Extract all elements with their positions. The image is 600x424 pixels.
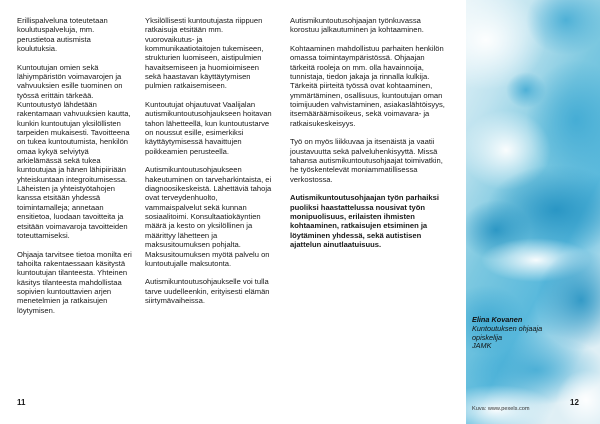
paragraph: Autismikuntoutusohjaukselle voi tulla tarve uudelleenkin, erityisesti elämän siirtymävaiheissa. [145,277,270,306]
text-column-middle [145,16,273,315]
paragraph: Erillispalveluna toteutetaan koulutuspalveluja, mm. perustietoa autismista koulutuksia. [17,16,108,54]
paragraph: Yksilöllisesti kuntoutujasta riippuen ratkaisuja etsitään mm. vuorovaikutus- ja kommunikaatiotaitojen tukemiseen, strukturien luomiseen, aistipulmien havaitsemiseen ja huomioimiseen sekä haastavan käyttäytymisen pulmien ratkaisemiseen. [145,16,264,91]
paragraph: Kohtaaminen mahdollistuu parhaiten henkilön omassa toimintaympäristössä. Ohjaajan tärkeitä rooleja on mm. olla havainnoija, tunnistaja, tiedon jakaja ja rinnalla kulkija. Tärkeitä piirteitä työssä ovat kohtaaminen, ymmärtäminen, osallisuus, kuntoutujan oman toimijuuden vahvistaminen, asiakaslähtöisyys, itsemääräämisoikeus, sekä voimavara- ja ratkaisukeskeisyys. [290,43,445,128]
paragraph: Kuntoutujat ohjautuvat Vaalijalan autismikuntoutusohjaukseen hoitavan tahon lähetteellä, kun kuntoutustarve on noussut esille, esimerkiksi käyttäytymisessä havaittujen poikkeamien perusteella. [145,100,272,156]
caption-role-2: opiskelija [472,332,503,342]
page-number-right: 12 [570,398,579,407]
photo-caption [472,316,592,351]
paragraph: Ohjaaja tarvitsee tietoa monilta eri tahoilta rakentaessaan käsitystä kuntoutujan tilanteesta. Yhteinen käsitys tilanteesta mahdollistaa sopivien kuntouttavien arjen menetelmien ja ratkaisujen löytymisen. [17,249,132,315]
caption-school: JAMK [472,341,492,351]
paragraph: Autismikuntoutusohjaukseen hakeutuminen on tarveharkintaista, ei diagnoosikeskeistä. Lähettäviä tahoja ovat terveydenhuolto, vammaispalvelut sekä kunnan sosiaalitoimi. Konsultaatiokäyntien määrä ja kesto on yksilöllinen ja määrittyy lähetteen ja maksusitoumuksen pohjalta. Maksusitoumuksen myötä palvelu on kuntoutujalle maksutonta. [145,165,272,268]
paragraph: Autismikuntoutusohjaajan työnkuvassa korostuu jalkautuminen ja kohtaaminen. [290,16,424,35]
paragraph: Työ on myös liikkuvaa ja itsenäistä ja vaatii joustavuutta sekä palveluhenkisyyttä. Missä tahansa autismikuntoutusohjaajat toimivatkin, he työskentelevät moniammatillisessa verkostossa. [290,137,443,184]
text-column-left [17,16,133,324]
paragraph: Kuntoutujan omien sekä lähiympäristön voimavarojen ja vahvuuksien esille tuominen on työssä erittäin tärkeää. Kuntoutustyö lähdetään rakentamaan vahvuuksien kautta, kunkin kuntoutujan yksilöllisten tarpeiden mukaisesti. Tavoitteena on tukea kuntoutumista, henkilön omaa kykyä selviytyä arkielämässä sekä tukea kuntoutujaa ja hänen lähipiiriään yhteiskuntaan integroitumisessa. Läheisten ja yhteistyötahojen kanssa etsitään yhdessä toimintamalleja; annetaan ensitietoa, luodaan tavoitteita ja etsitään voimavaroja tavoitteiden toteuttamiseksi. [17,62,131,240]
caption-role: Kuntoutuksen ohjaaja [472,323,543,333]
text-column-right [290,16,450,259]
image-credit: Kuva: www.pexels.com [472,406,530,412]
page-number-left: 11 [17,398,26,407]
caption-name: Elina Kovanen [472,315,523,324]
highlight-paragraph: Autismikuntoutusohjaajan työn parhaiksi puoliksi haastattelussa nousivat työn monipuolisuus, erilaisten ihmisten kohtaaminen, ratkaisujen etsiminen ja löytäminen yhdessä, sekä autistisen ajattelun ainutlaatuisuus. [290,193,439,250]
watercolor-image [466,0,600,424]
